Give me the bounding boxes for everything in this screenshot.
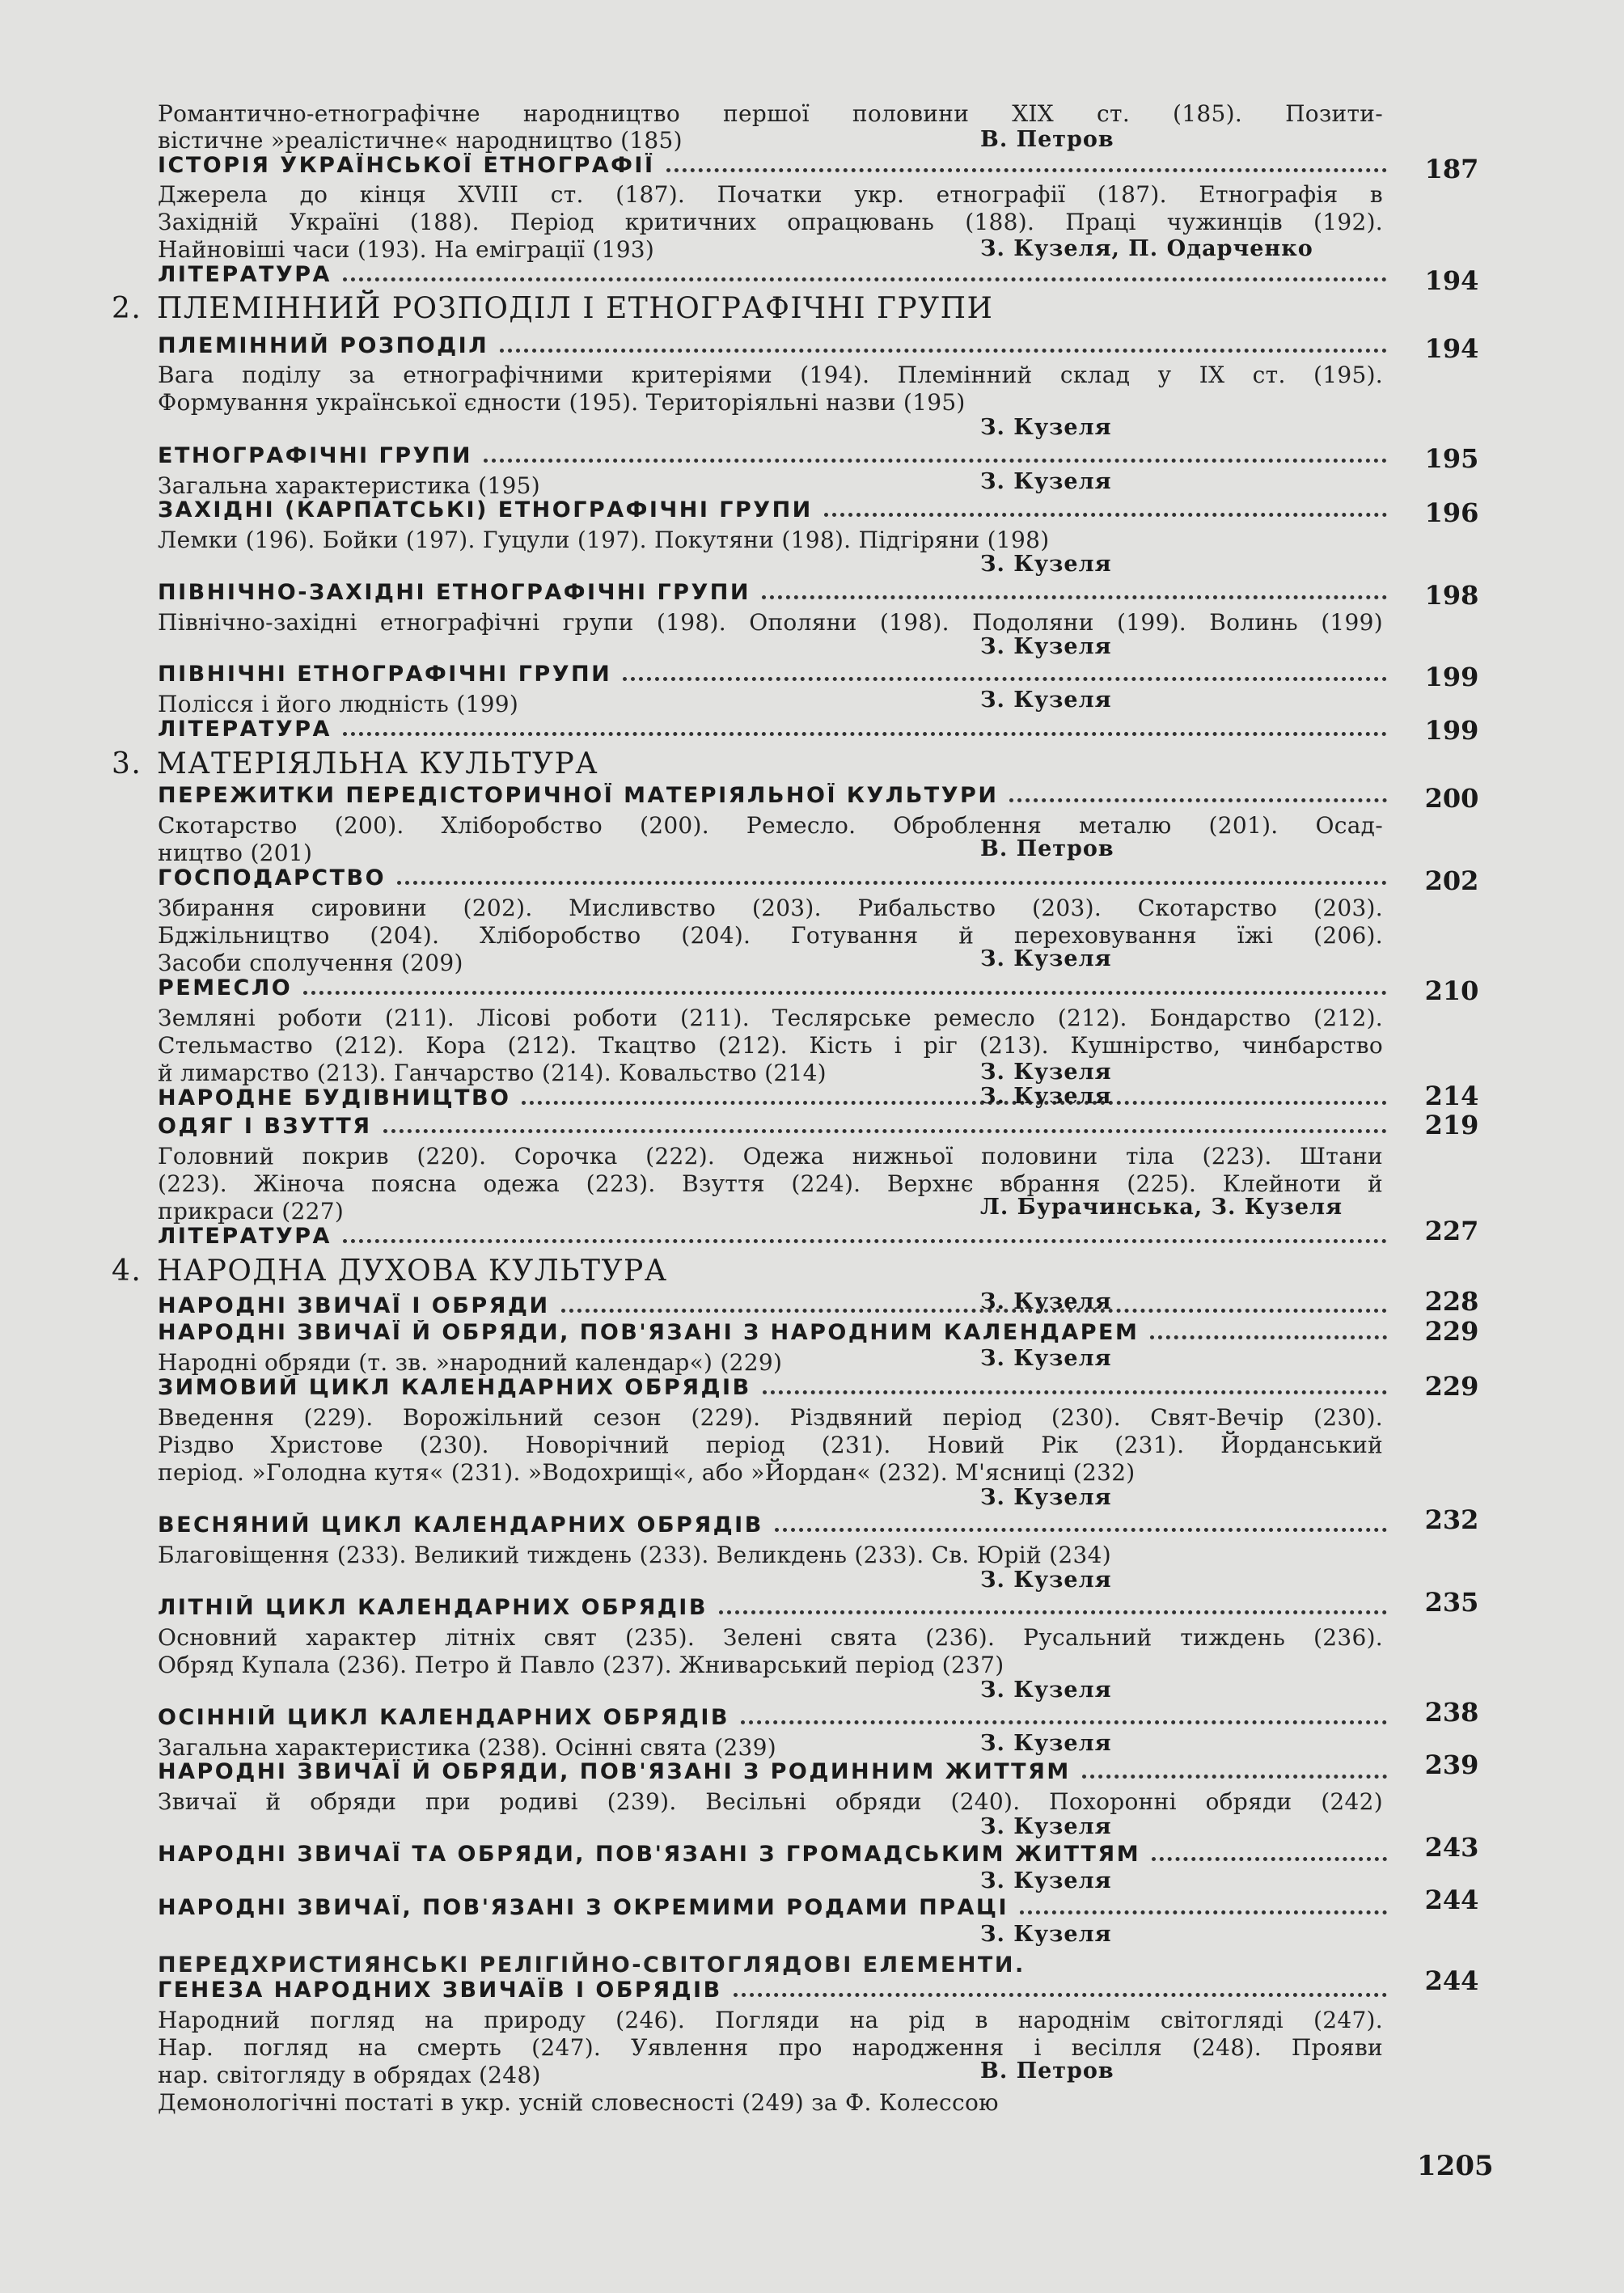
toc-author: З. Кузеля: [980, 552, 1112, 577]
toc-author: З. Кузеля, П. Одарченко: [980, 236, 1313, 261]
toc-page-number: 229: [1424, 1316, 1479, 1347]
toc-description: Благовіщення (233). Великий тиждень (233). Великдень (233). Св. Юрій (234): [158, 1542, 1111, 1568]
toc-heading: ПЕРЕДХРИСТИЯНСЬКІ РЕЛІГІЙНО-СВІТОГЛЯДОВІ ЕЛЕМЕНТИ.: [158, 1952, 1026, 1978]
toc-description: Бджільництво (204). Хліборобство (204). Готування й переховування їжі (206).: [158, 922, 1383, 949]
toc-author: Л. Бурачинська, З. Кузеля: [980, 1195, 1343, 1220]
section-title: МАТЕРІЯЛЬНА КУЛЬТУРА: [157, 747, 599, 781]
toc-page-number: 235: [1424, 1587, 1479, 1618]
toc-entry-title: ІСТОРІЯ УКРАЇНСЬКОЇ ЕТНОГРАФІЇ: [158, 153, 655, 178]
toc-entry: [158, 1375, 1387, 1402]
toc-entry: [158, 717, 1387, 744]
toc-description: Джерела до кінця XVIII ст. (187). Початки укр. етнографії (187). Етнографія в: [158, 181, 1383, 208]
toc-description: Північно-західні етнографічні групи (198). Ополяни (198). Подоляни (199). Волинь (199): [158, 609, 1383, 636]
toc-entry: [158, 1114, 1387, 1141]
toc-author: В. Петров: [980, 2058, 1114, 2084]
toc-author: З. Кузеля: [980, 1485, 1112, 1510]
toc-page-number: 239: [1424, 1749, 1479, 1780]
dot-leader: [762, 587, 1387, 599]
toc-entry-title: ЛІТЕРАТУРА: [158, 717, 332, 742]
toc-author: З. Кузеля: [980, 1731, 1112, 1756]
toc-entry-title: ЗАХІДНІ (КАРПАТСЬКІ) ЕТНОГРАФІЧНІ ГРУПИ: [158, 497, 813, 522]
toc-entry: [158, 1293, 1387, 1321]
toc-entry: [158, 262, 1387, 290]
toc-page-number: 198: [1424, 580, 1479, 611]
toc-entry-title: ОСІННІЙ ЦИКЛ КАЛЕНДАРНИХ ОБРЯДІВ: [158, 1705, 730, 1730]
toc-description: Земляні роботи (211). Лісові роботи (211). Теслярське ремесло (212). Бондарство (212).: [158, 1005, 1383, 1031]
toc-entry: [158, 1895, 1387, 1923]
toc-author: З. Кузеля: [980, 1868, 1112, 1893]
toc-entry: [158, 497, 1387, 525]
toc-entry: [158, 865, 1387, 893]
toc-description: Звичаї й обряди при родиві (239). Весільні обряди (240). Похоронні обряди (242): [158, 1788, 1383, 1815]
toc-entry-title: ПЕРЕЖИТКИ ПЕРЕДІСТОРИЧНОЇ МАТЕРІЯЛЬНОЇ КУЛЬТУРИ: [158, 783, 999, 808]
toc-author: З. Кузеля: [980, 634, 1112, 659]
toc-entry: [158, 443, 1387, 471]
toc-description: (223). Жіноча поясна одежа (223). Взуття (224). Верхнє вбрання (225). Клейноти й: [158, 1170, 1383, 1197]
section-number: 2.: [112, 292, 142, 325]
toc-author: В. Петров: [980, 127, 1114, 152]
dot-leader: [719, 1602, 1387, 1614]
toc-entry: [158, 975, 1387, 1003]
toc-entry: [158, 783, 1387, 810]
toc-description: Романтично-етнографічне народництво першої половини XIX ст. (185). Позити-: [158, 100, 1383, 127]
dot-leader: [734, 1985, 1387, 1997]
toc-author: З. Кузеля: [980, 1084, 1112, 1109]
section-title: ПЛЕМІННИЙ РОЗПОДІЛ І ЕТНОГРАФІЧНІ ГРУПИ: [157, 292, 994, 325]
section-number: 3.: [112, 747, 142, 781]
dot-leader: [824, 505, 1387, 517]
toc-page-number: 199: [1424, 662, 1479, 692]
toc-description: Введення (229). Ворожільний сезон (229). Різдвяний період (230). Свят-Вечір (230).: [158, 1404, 1383, 1431]
toc-author: З. Кузеля: [980, 1060, 1112, 1085]
toc-entry-title: ГОСПОДАРСТВО: [158, 865, 387, 891]
toc-description: Обряд Купала (236). Петро й Павло (237). Жниварський період (237): [158, 1652, 1004, 1678]
dot-leader: [741, 1712, 1387, 1724]
toc-entry-title: НАРОДНІ ЗВИЧАЇ І ОБРЯДИ: [158, 1293, 550, 1318]
toc-page-number: 214: [1424, 1081, 1479, 1111]
toc-page-number: 199: [1424, 715, 1479, 746]
toc-page-number: 194: [1424, 333, 1479, 364]
toc-entry: [158, 1978, 1387, 2005]
toc-description: й лимарство (213). Ганчарство (214). Ковальство (214): [158, 1060, 827, 1086]
toc-page-number: 243: [1424, 1832, 1479, 1863]
toc-entry-title: НАРОДНІ ЗВИЧАЇ Й ОБРЯДИ, ПОВ'ЯЗАНІ З РОДИННИМ ЖИТТЯМ: [158, 1759, 1071, 1784]
toc-description: Нар. погляд на смерть (247). Уявлення про народження і весілля (248). Прояви: [158, 2034, 1383, 2061]
toc-entry-title: ПІВНІЧНО-ЗАХІДНІ ЕТНОГРАФІЧНІ ГРУПИ: [158, 580, 751, 605]
toc-description: нар. світогляду в обрядах (248): [158, 2062, 541, 2088]
toc-entry-title: ЛІТНІЙ ЦИКЛ КАЛЕНДАРНИХ ОБРЯДІВ: [158, 1595, 708, 1620]
toc-entry-title: ОДЯГ І ВЗУТТЯ: [158, 1114, 372, 1139]
toc-description: вістичне »реалістичне« народництво (185): [158, 127, 683, 154]
toc-page-number: 187: [1424, 154, 1479, 184]
dot-leader: [500, 341, 1387, 353]
toc-entry: [158, 662, 1387, 689]
toc-description: ництво (201): [158, 840, 313, 866]
toc-entry: [158, 1842, 1387, 1869]
section-title: НАРОДНА ДУХОВА КУЛЬТУРА: [157, 1254, 668, 1288]
toc-author: З. Кузеля: [980, 469, 1112, 494]
toc-page-number: 195: [1424, 443, 1479, 474]
toc-page-number: 228: [1424, 1286, 1479, 1317]
dot-leader: [561, 1301, 1387, 1313]
dot-leader: [1150, 1327, 1387, 1339]
toc-entry: [158, 1320, 1387, 1347]
toc-description: Західній Україні (188). Період критичних опрацювань (188). Праці чужинців (192).: [158, 209, 1383, 235]
toc-description: Демонологічні постаті в укр. усній словесності (249) за Ф. Колессою: [158, 2089, 999, 2116]
dot-leader: [666, 160, 1388, 172]
toc-page-number: 196: [1424, 497, 1479, 528]
dot-leader: [522, 1093, 1387, 1105]
toc-entry-title: НАРОДНЕ БУДІВНИЦТВО: [158, 1085, 511, 1111]
toc-page-number: 219: [1424, 1110, 1479, 1140]
toc-description: Лемки (196). Бойки (197). Гуцули (197). Покутяни (198). Підгіряни (198): [158, 527, 1050, 553]
dot-leader: [763, 1382, 1387, 1394]
toc-description: Полісся і його людність (199): [158, 691, 519, 717]
toc-description: Найновіші часи (193). На еміграції (193): [158, 236, 655, 263]
toc-author: З. Кузеля: [980, 946, 1112, 971]
dot-leader: [343, 724, 1387, 736]
dot-leader: [775, 1520, 1387, 1532]
dot-leader: [383, 1121, 1387, 1133]
toc-entry-title: ВЕСНЯНИЙ ЦИКЛ КАЛЕНДАРНИХ ОБРЯДІВ: [158, 1512, 763, 1538]
toc-description: Збирання сировини (202). Мисливство (203). Рибальство (203). Скотарство (203).: [158, 895, 1383, 921]
toc-page-number: 238: [1424, 1697, 1479, 1728]
toc-author: З. Кузеля: [980, 1567, 1112, 1593]
section-heading: [112, 747, 598, 781]
toc-description: Скотарство (200). Хліборобство (200). Ремесло. Оброблення металю (201). Осад-: [158, 812, 1383, 839]
toc-entry-title: НАРОДНІ ЗВИЧАЇ Й ОБРЯДИ, ПОВ'ЯЗАНІ З НАРОДНИМ КАЛЕНДАРЕМ: [158, 1320, 1140, 1345]
toc-description: Засоби сполучення (209): [158, 950, 463, 976]
toc-entry-title: НАРОДНІ ЗВИЧАЇ ТА ОБРЯДИ, ПОВ'ЯЗАНІ З ГРОМАДСЬКИМ ЖИТТЯМ: [158, 1842, 1141, 1867]
toc-description: Формування української єдности (195). Територіяльні назви (195): [158, 389, 966, 416]
toc-page-number: 229: [1424, 1371, 1479, 1402]
toc-entry: [158, 1085, 1387, 1113]
toc-page-number: 244: [1424, 1965, 1479, 1996]
toc-entry: [158, 1512, 1387, 1540]
toc-page-number: 200: [1424, 783, 1479, 814]
toc-description: Стельмаство (212). Кора (212). Ткацтво (212). Кість і ріг (213). Кушнірство, чинбарство: [158, 1032, 1383, 1059]
section-heading: [112, 1254, 668, 1288]
toc-author: З. Кузеля: [980, 415, 1112, 440]
dot-leader: [343, 1231, 1387, 1243]
toc-page-number: 194: [1424, 265, 1479, 296]
toc-entry: [158, 1759, 1387, 1787]
toc-entry: [158, 1224, 1387, 1251]
toc-author: З. Кузеля: [980, 1922, 1112, 1947]
dot-leader: [1082, 1766, 1387, 1779]
dot-leader: [1152, 1849, 1387, 1861]
toc-page-number: 244: [1424, 1885, 1479, 1915]
toc-entry-title: ПІВНІЧНІ ЕТНОГРАФІЧНІ ГРУПИ: [158, 662, 612, 687]
dot-leader: [1020, 1902, 1387, 1914]
toc-entry-title: ГЕНЕЗА НАРОДНИХ ЗВИЧАЇВ І ОБРЯДІВ: [158, 1978, 722, 2003]
toc-author: З. Кузеля: [980, 1289, 1112, 1314]
toc-entry: [158, 153, 1387, 180]
toc-description: Головний покрив (220). Сорочка (222). Одежа нижньої половини тіла (223). Штани: [158, 1143, 1383, 1170]
toc-entry-title: ЛІТЕРАТУРА: [158, 1224, 332, 1249]
toc-author: В. Петров: [980, 836, 1114, 861]
toc-author: З. Кузеля: [980, 1346, 1112, 1371]
toc-author: З. Кузеля: [980, 1814, 1112, 1839]
toc-entry: [158, 1705, 1387, 1732]
toc-author: З. Кузеля: [980, 1677, 1112, 1703]
dot-leader: [1009, 790, 1387, 802]
toc-entry: [158, 333, 1387, 361]
toc-entry-title: НАРОДНІ ЗВИЧАЇ, ПОВ'ЯЗАНІ З ОКРЕМИМИ РОДАМИ ПРАЦІ: [158, 1895, 1009, 1920]
toc-description: Загальна характеристика (195): [158, 472, 540, 499]
dot-leader: [484, 451, 1387, 463]
toc-page-number: 202: [1424, 865, 1479, 896]
toc-author: З. Кузеля: [980, 687, 1112, 713]
toc-description: Народні обряди (т. зв. »народний календар«) (229): [158, 1349, 783, 1376]
toc-page-number: 232: [1424, 1504, 1479, 1535]
toc-entry-title: ЗИМОВИЙ ЦИКЛ КАЛЕНДАРНИХ ОБРЯДІВ: [158, 1375, 751, 1400]
section-number: 4.: [112, 1254, 142, 1288]
toc-description: Основний характер літніх свят (235). Зелені свята (236). Русальний тиждень (236).: [158, 1624, 1383, 1651]
toc-description: прикраси (227): [158, 1198, 345, 1225]
toc-entry: [158, 1595, 1387, 1622]
dot-leader: [623, 669, 1387, 681]
page-number: 1205: [1417, 2150, 1494, 2182]
toc-entry-title: ЛІТЕРАТУРА: [158, 262, 332, 287]
toc-entry-title: РЕМЕСЛО: [158, 975, 293, 1001]
toc-description: Народний погляд на природу (246). Погляди на рід в народнім світогляді (247).: [158, 2007, 1383, 2033]
dot-leader: [397, 873, 1387, 885]
section-heading: [112, 292, 993, 325]
toc-description: Загальна характеристика (238). Осінні свята (239): [158, 1734, 777, 1761]
dot-leader: [303, 983, 1387, 995]
toc-entry: [158, 580, 1387, 607]
toc-entry-title: ЕТНОГРАФІЧНІ ГРУПИ: [158, 443, 472, 468]
toc-page-number: 210: [1424, 975, 1479, 1006]
toc-page-number: 227: [1424, 1216, 1479, 1246]
dot-leader: [343, 269, 1387, 281]
toc-description: період. »Голодна кутя« (231). »Водохрищі«, або »Йордан« (232). М'ясниці (232): [158, 1459, 1136, 1486]
toc-entry-title: ПЛЕМІННИЙ РОЗПОДІЛ: [158, 333, 489, 358]
toc-description: Вага поділу за етнографічними критеріями (194). Племінний склад у IX ст. (195).: [158, 362, 1383, 388]
toc-description: Різдво Христове (230). Новорічний період (231). Новий Рік (231). Йорданський: [158, 1432, 1383, 1458]
